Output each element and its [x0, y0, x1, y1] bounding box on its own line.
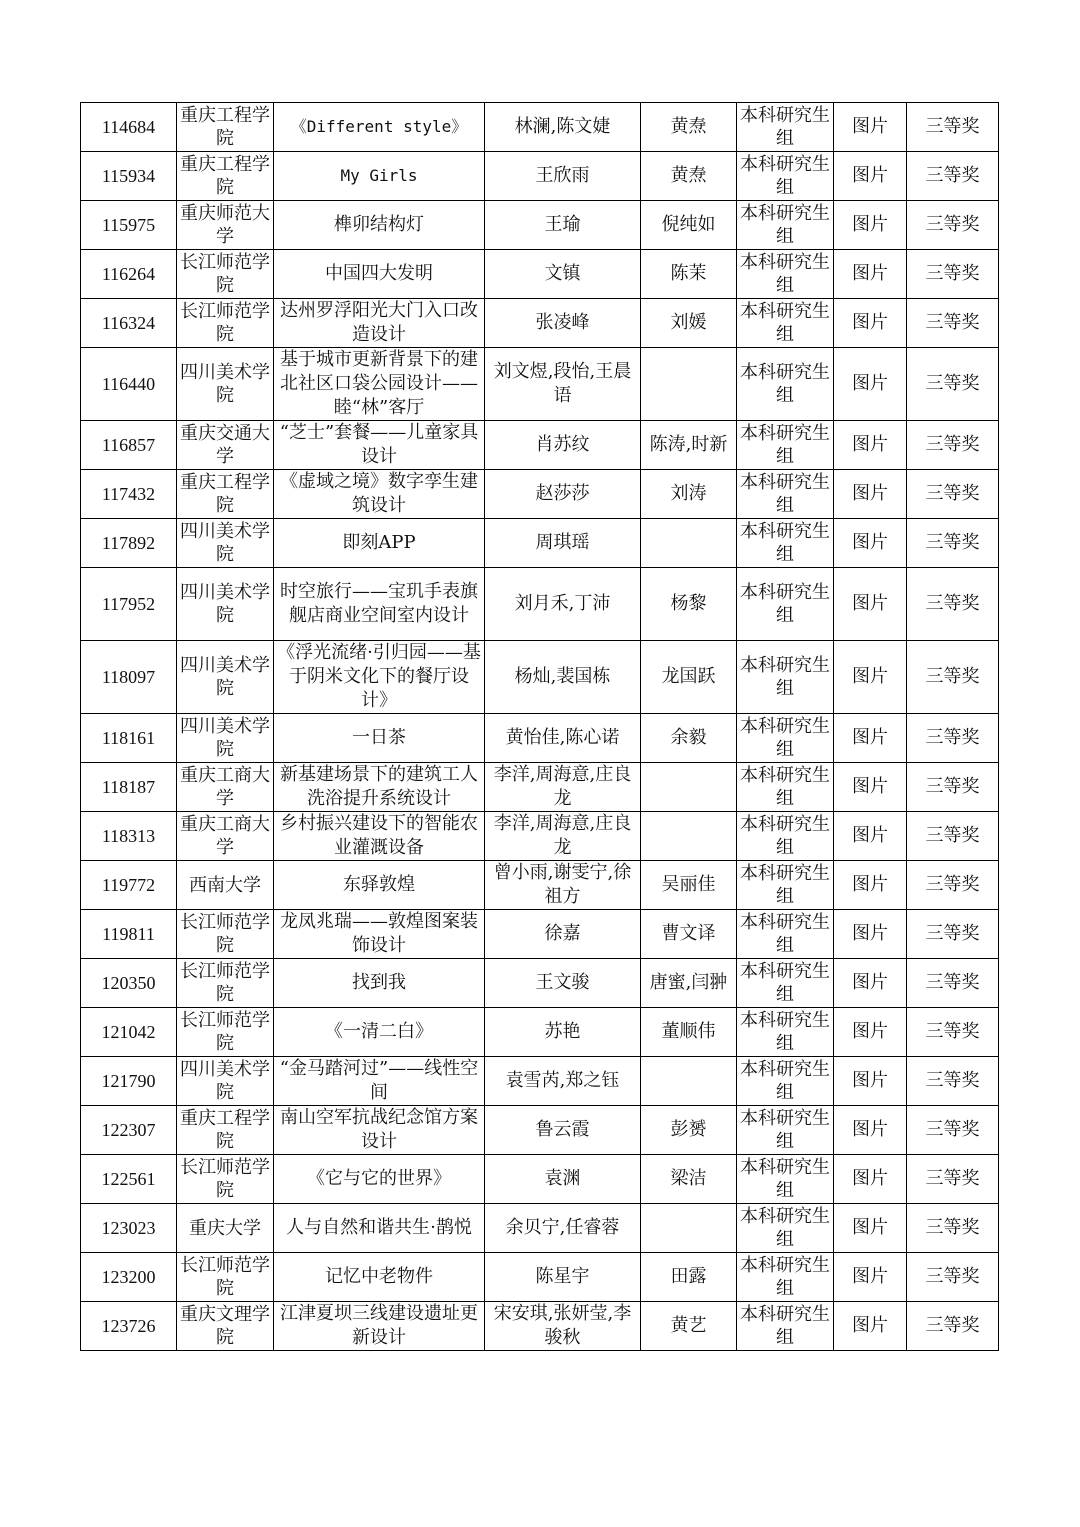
cell-authors: 黄怡佳,陈心诺: [485, 714, 641, 763]
cell-category: 图片: [834, 1008, 907, 1057]
cell-award: 三等奖: [907, 299, 999, 348]
cell-category: 图片: [834, 812, 907, 861]
table-row: [81, 250, 999, 299]
cell-award: 三等奖: [907, 1302, 999, 1351]
table-row: [81, 861, 999, 910]
cell-entry-id: 123200: [81, 1253, 177, 1302]
cell-authors: 王文骏: [485, 959, 641, 1008]
cell-category: 图片: [834, 250, 907, 299]
cell-category: 图片: [834, 103, 907, 152]
cell-work-title: My Girls: [274, 152, 485, 201]
cell-school: 长江师范学院: [177, 959, 274, 1008]
cell-category: 图片: [834, 519, 907, 568]
cell-work-title: 南山空军抗战纪念馆方案设计: [274, 1106, 485, 1155]
cell-entry-id: 122307: [81, 1106, 177, 1155]
cell-award: 三等奖: [907, 348, 999, 421]
cell-group: 本科研究生组: [737, 1008, 834, 1057]
cell-work-title: 达州罗浮阳光大门入口改造设计: [274, 299, 485, 348]
cell-school: 长江师范学院: [177, 250, 274, 299]
cell-entry-id: 121790: [81, 1057, 177, 1106]
cell-authors: 徐嘉: [485, 910, 641, 959]
cell-authors: 杨灿,裴国栋: [485, 641, 641, 714]
cell-work-title: 记忆中老物件: [274, 1253, 485, 1302]
cell-category: 图片: [834, 299, 907, 348]
cell-authors: 李洋,周海意,庄良龙: [485, 763, 641, 812]
cell-authors: 周琪瑶: [485, 519, 641, 568]
cell-group: 本科研究生组: [737, 519, 834, 568]
cell-authors: 曾小雨,谢雯宁,徐祖方: [485, 861, 641, 910]
cell-advisor: 陈茉: [641, 250, 737, 299]
cell-advisor: 杨黎: [641, 568, 737, 641]
cell-work-title: 中国四大发明: [274, 250, 485, 299]
cell-school: 四川美术学院: [177, 519, 274, 568]
cell-work-title: 人与自然和谐共生·鹊悦: [274, 1204, 485, 1253]
cell-advisor: 董顺伟: [641, 1008, 737, 1057]
cell-group: 本科研究生组: [737, 568, 834, 641]
cell-entry-id: 119811: [81, 910, 177, 959]
cell-work-title: 《它与它的世界》: [274, 1155, 485, 1204]
cell-group: 本科研究生组: [737, 1302, 834, 1351]
cell-entry-id: 116857: [81, 421, 177, 470]
cell-school: 重庆师范大学: [177, 201, 274, 250]
cell-group: 本科研究生组: [737, 470, 834, 519]
cell-group: 本科研究生组: [737, 152, 834, 201]
cell-work-title: 找到我: [274, 959, 485, 1008]
cell-work-title: 时空旅行——宝玑手表旗舰店商业空间室内设计: [274, 568, 485, 641]
cell-authors: 赵莎莎: [485, 470, 641, 519]
cell-entry-id: 118313: [81, 812, 177, 861]
cell-entry-id: 118161: [81, 714, 177, 763]
cell-entry-id: 115934: [81, 152, 177, 201]
table-row: [81, 1008, 999, 1057]
cell-group: 本科研究生组: [737, 763, 834, 812]
cell-authors: 文镇: [485, 250, 641, 299]
cell-authors: 宋安琪,张妍莹,李骏秋: [485, 1302, 641, 1351]
cell-advisor: 黄焘: [641, 152, 737, 201]
cell-advisor: 黄艺: [641, 1302, 737, 1351]
cell-authors: 王瑜: [485, 201, 641, 250]
table-row: [81, 1302, 999, 1351]
cell-advisor: [641, 519, 737, 568]
cell-award: 三等奖: [907, 812, 999, 861]
cell-school: 四川美术学院: [177, 568, 274, 641]
cell-award: 三等奖: [907, 763, 999, 812]
cell-category: 图片: [834, 152, 907, 201]
cell-entry-id: 115975: [81, 201, 177, 250]
table-row: [81, 1204, 999, 1253]
cell-work-title: 江津夏坝三线建设遗址更新设计: [274, 1302, 485, 1351]
cell-category: 图片: [834, 1204, 907, 1253]
cell-school: 四川美术学院: [177, 348, 274, 421]
cell-work-title: 新基建场景下的建筑工人洗浴提升系统设计: [274, 763, 485, 812]
cell-group: 本科研究生组: [737, 1204, 834, 1253]
cell-group: 本科研究生组: [737, 1057, 834, 1106]
cell-category: 图片: [834, 861, 907, 910]
cell-school: 重庆工商大学: [177, 763, 274, 812]
cell-work-title: 东驿敦煌: [274, 861, 485, 910]
cell-category: 图片: [834, 1253, 907, 1302]
table-row: [81, 152, 999, 201]
cell-authors: 陈星宇: [485, 1253, 641, 1302]
cell-work-title: 《一清二白》: [274, 1008, 485, 1057]
table-row: [81, 1057, 999, 1106]
cell-group: 本科研究生组: [737, 910, 834, 959]
cell-advisor: 余毅: [641, 714, 737, 763]
cell-authors: 鲁云霞: [485, 1106, 641, 1155]
cell-category: 图片: [834, 1302, 907, 1351]
cell-entry-id: 117952: [81, 568, 177, 641]
cell-group: 本科研究生组: [737, 103, 834, 152]
cell-category: 图片: [834, 1106, 907, 1155]
cell-authors: 苏艳: [485, 1008, 641, 1057]
cell-award: 三等奖: [907, 568, 999, 641]
cell-entry-id: 119772: [81, 861, 177, 910]
cell-entry-id: 123023: [81, 1204, 177, 1253]
cell-advisor: [641, 348, 737, 421]
cell-group: 本科研究生组: [737, 299, 834, 348]
cell-award: 三等奖: [907, 1057, 999, 1106]
cell-authors: 刘文煜,段怡,王晨语: [485, 348, 641, 421]
cell-group: 本科研究生组: [737, 421, 834, 470]
cell-authors: 余贝宁,任睿蓉: [485, 1204, 641, 1253]
cell-advisor: [641, 1204, 737, 1253]
cell-entry-id: 118187: [81, 763, 177, 812]
cell-authors: 林澜,陈文婕: [485, 103, 641, 152]
cell-entry-id: 117432: [81, 470, 177, 519]
cell-work-title: 基于城市更新背景下的建北社区口袋公园设计——睦“林”客厅: [274, 348, 485, 421]
cell-entry-id: 121042: [81, 1008, 177, 1057]
cell-entry-id: 122561: [81, 1155, 177, 1204]
cell-school: 重庆工程学院: [177, 103, 274, 152]
cell-category: 图片: [834, 568, 907, 641]
cell-school: 长江师范学院: [177, 910, 274, 959]
cell-category: 图片: [834, 348, 907, 421]
cell-group: 本科研究生组: [737, 201, 834, 250]
table-row: [81, 910, 999, 959]
cell-advisor: 龙国跃: [641, 641, 737, 714]
cell-school: 重庆文理学院: [177, 1302, 274, 1351]
cell-entry-id: 120350: [81, 959, 177, 1008]
cell-award: 三等奖: [907, 910, 999, 959]
cell-category: 图片: [834, 1155, 907, 1204]
cell-category: 图片: [834, 763, 907, 812]
cell-category: 图片: [834, 959, 907, 1008]
cell-award: 三等奖: [907, 959, 999, 1008]
cell-school: 长江师范学院: [177, 299, 274, 348]
cell-school: 长江师范学院: [177, 1253, 274, 1302]
cell-authors: 李洋,周海意,庄良龙: [485, 812, 641, 861]
cell-authors: 袁雪芮,郑之钰: [485, 1057, 641, 1106]
cell-advisor: 倪纯如: [641, 201, 737, 250]
cell-award: 三等奖: [907, 250, 999, 299]
cell-authors: 王欣雨: [485, 152, 641, 201]
cell-school: 四川美术学院: [177, 641, 274, 714]
cell-advisor: 梁洁: [641, 1155, 737, 1204]
cell-award: 三等奖: [907, 519, 999, 568]
table-row: [81, 470, 999, 519]
cell-category: 图片: [834, 201, 907, 250]
cell-school: 重庆交通大学: [177, 421, 274, 470]
cell-school: 重庆工商大学: [177, 812, 274, 861]
cell-school: 重庆大学: [177, 1204, 274, 1253]
table-row: [81, 421, 999, 470]
cell-award: 三等奖: [907, 470, 999, 519]
cell-group: 本科研究生组: [737, 250, 834, 299]
cell-advisor: [641, 812, 737, 861]
table-row: [81, 1106, 999, 1155]
cell-entry-id: 116324: [81, 299, 177, 348]
cell-group: 本科研究生组: [737, 348, 834, 421]
cell-advisor: 刘媛: [641, 299, 737, 348]
cell-advisor: 唐蜜,闫翀: [641, 959, 737, 1008]
cell-school: 重庆工程学院: [177, 1106, 274, 1155]
cell-advisor: 田露: [641, 1253, 737, 1302]
cell-group: 本科研究生组: [737, 959, 834, 1008]
cell-category: 图片: [834, 714, 907, 763]
cell-school: 重庆工程学院: [177, 470, 274, 519]
cell-work-title: 榫卯结构灯: [274, 201, 485, 250]
table-row: [81, 568, 999, 641]
cell-work-title: 《浮光流绪·引归园——基于阴米文化下的餐厅设计》: [274, 641, 485, 714]
cell-award: 三等奖: [907, 1204, 999, 1253]
cell-work-title: 一日茶: [274, 714, 485, 763]
cell-advisor: [641, 763, 737, 812]
table-row: [81, 201, 999, 250]
cell-authors: 袁渊: [485, 1155, 641, 1204]
cell-group: 本科研究生组: [737, 714, 834, 763]
cell-school: 长江师范学院: [177, 1155, 274, 1204]
cell-entry-id: 116264: [81, 250, 177, 299]
cell-entry-id: 114684: [81, 103, 177, 152]
cell-work-title: 龙凤兆瑞——敦煌图案装饰设计: [274, 910, 485, 959]
cell-school: 西南大学: [177, 861, 274, 910]
table-row: [81, 519, 999, 568]
cell-award: 三等奖: [907, 152, 999, 201]
cell-award: 三等奖: [907, 714, 999, 763]
cell-category: 图片: [834, 1057, 907, 1106]
table-row: [81, 1253, 999, 1302]
cell-work-title: 《虚域之境》数字孪生建筑设计: [274, 470, 485, 519]
award-table-body: [81, 103, 999, 1351]
table-row: [81, 959, 999, 1008]
cell-group: 本科研究生组: [737, 641, 834, 714]
cell-entry-id: 123726: [81, 1302, 177, 1351]
award-table: [80, 102, 999, 1351]
cell-award: 三等奖: [907, 103, 999, 152]
cell-category: 图片: [834, 470, 907, 519]
cell-group: 本科研究生组: [737, 1253, 834, 1302]
cell-school: 四川美术学院: [177, 1057, 274, 1106]
table-row: [81, 348, 999, 421]
table-row: [81, 641, 999, 714]
cell-entry-id: 116440: [81, 348, 177, 421]
cell-category: 图片: [834, 421, 907, 470]
table-row: [81, 103, 999, 152]
table-row: [81, 812, 999, 861]
cell-group: 本科研究生组: [737, 812, 834, 861]
cell-advisor: [641, 1057, 737, 1106]
cell-award: 三等奖: [907, 201, 999, 250]
cell-work-title: 即刻APP: [274, 519, 485, 568]
table-row: [81, 1155, 999, 1204]
cell-entry-id: 117892: [81, 519, 177, 568]
cell-advisor: 彭赟: [641, 1106, 737, 1155]
cell-school: 长江师范学院: [177, 1008, 274, 1057]
cell-award: 三等奖: [907, 421, 999, 470]
cell-advisor: 黄焘: [641, 103, 737, 152]
cell-school: 重庆工程学院: [177, 152, 274, 201]
table-row: [81, 299, 999, 348]
cell-group: 本科研究生组: [737, 1106, 834, 1155]
cell-award: 三等奖: [907, 641, 999, 714]
cell-category: 图片: [834, 641, 907, 714]
cell-authors: 刘月禾,丁沛: [485, 568, 641, 641]
cell-authors: 张凌峰: [485, 299, 641, 348]
cell-award: 三等奖: [907, 1253, 999, 1302]
cell-award: 三等奖: [907, 861, 999, 910]
cell-advisor: 陈涛,时新: [641, 421, 737, 470]
table-row: [81, 714, 999, 763]
cell-advisor: 曹文译: [641, 910, 737, 959]
cell-work-title: “金马踏河过”——线性空间: [274, 1057, 485, 1106]
cell-advisor: 吴丽佳: [641, 861, 737, 910]
cell-work-title: 乡村振兴建设下的智能农业灌溉设备: [274, 812, 485, 861]
table-row: [81, 763, 999, 812]
cell-award: 三等奖: [907, 1155, 999, 1204]
cell-category: 图片: [834, 910, 907, 959]
cell-authors: 肖苏纹: [485, 421, 641, 470]
cell-advisor: 刘涛: [641, 470, 737, 519]
cell-school: 四川美术学院: [177, 714, 274, 763]
cell-award: 三等奖: [907, 1008, 999, 1057]
cell-award: 三等奖: [907, 1106, 999, 1155]
cell-group: 本科研究生组: [737, 1155, 834, 1204]
cell-work-title: 《Different style》: [274, 103, 485, 152]
cell-entry-id: 118097: [81, 641, 177, 714]
cell-group: 本科研究生组: [737, 861, 834, 910]
cell-work-title: “芝士”套餐——儿童家具设计: [274, 421, 485, 470]
